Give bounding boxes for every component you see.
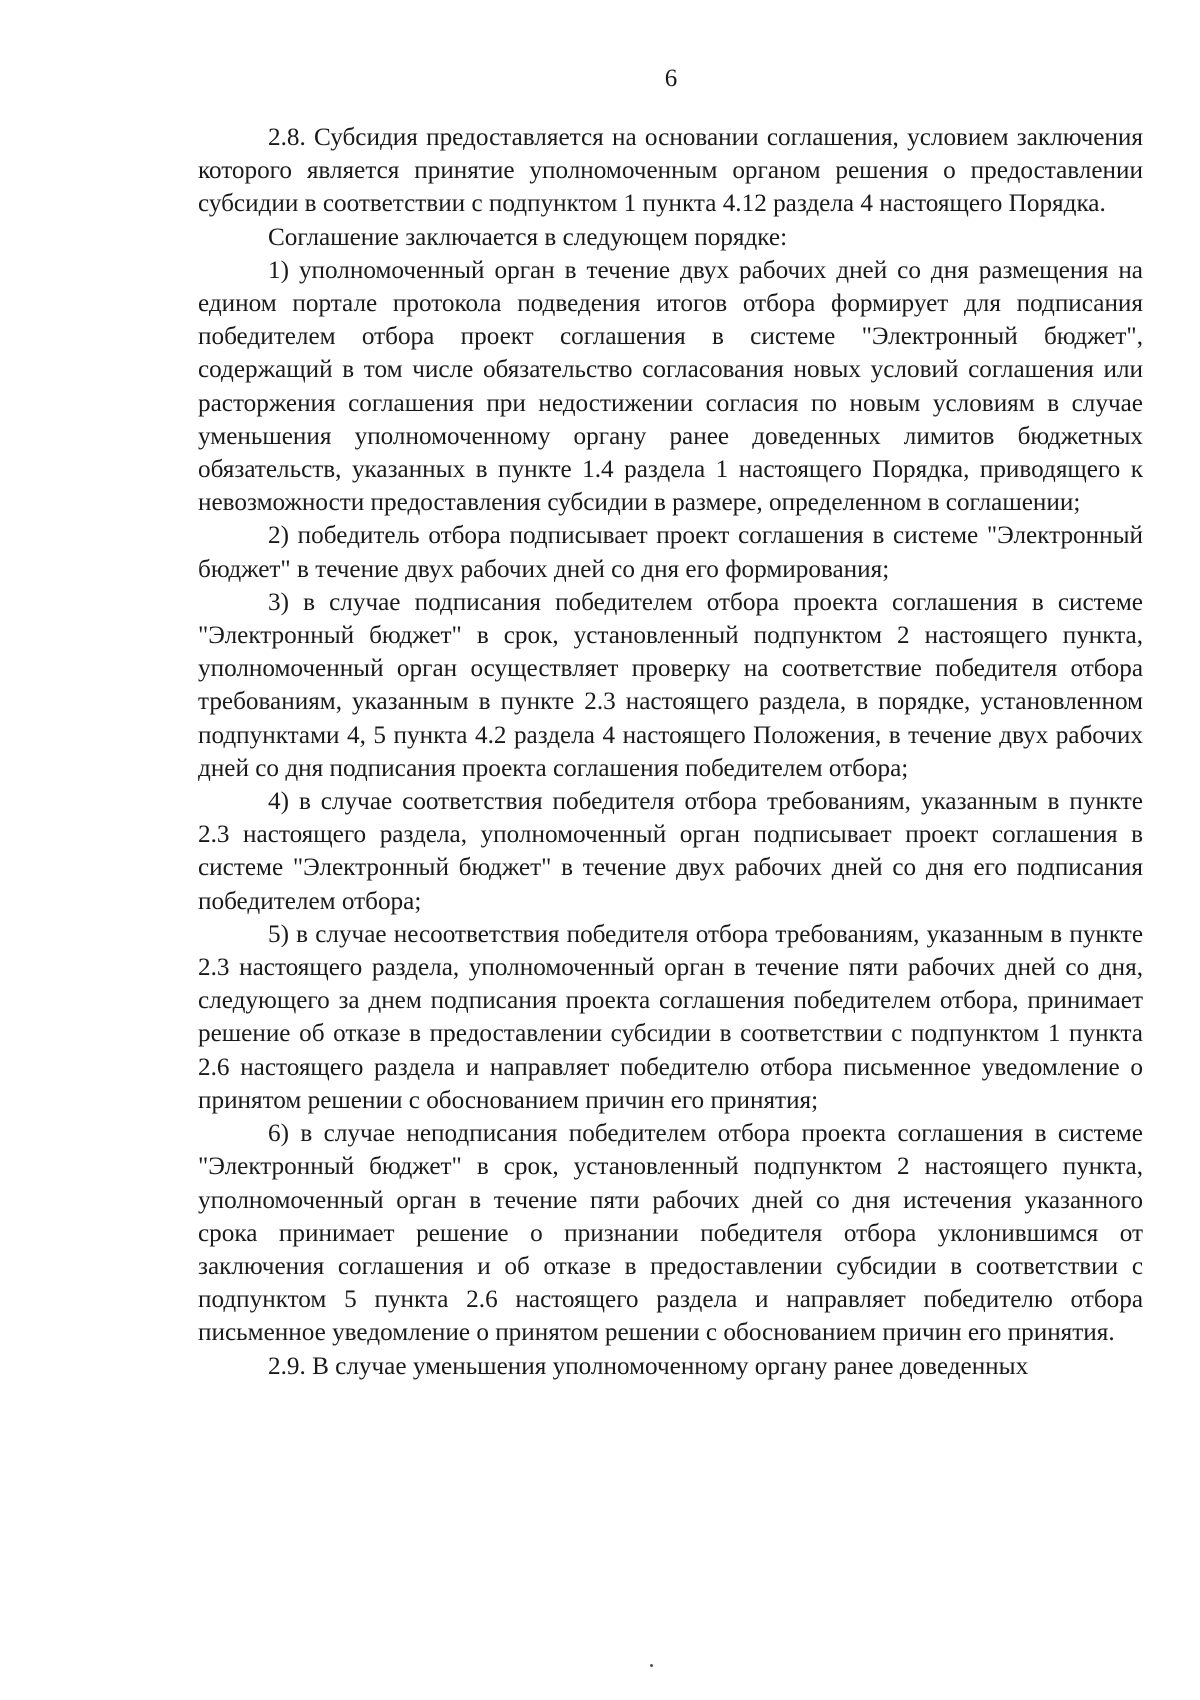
paragraph-agreement-order: Соглашение заключается в следующем порядке: [268,223,788,251]
paragraph-item-3: 3) в случае подписания победителем отбора проекта соглашения в системе "Электронный бюджет" в срок, установленный подпунктом 2 настоящего пункта, уполномоченный орган осуществляет проверку на соответствие победителя отбора требованиям, указанным в пункте 2.3 настоящего раздела, в порядке, установленном подпунктами 4, 5 пункта 4.2 раздела 4 настоящего Положения, в течение двух рабочих дней со дня подписания проекта соглашения победителем отбора; [198,588,1143,782]
paragraph-item-2: 2) победитель отбора подписывает проект соглашения в системе "Электронный бюджет" в течение двух рабочих дней со дня его формирования; [198,522,1143,583]
page-number: 6 [664,65,678,92]
paragraph-item-1: 1) уполномоченный орган в течение двух рабочих дней со дня размещения на едином портале протокола подведения итогов отбора формирует для подписания победителем отбора проект соглашения в системе "Электронный бюджет", содержащий в том числе обязательство согласования новых условий соглашения или расторжения соглашения при недостижении согласия по новым условиям в случае уменьшения уполномоченному органу ранее доведенных лимитов бюджетных обязательств, указанных в пункте 1.4 раздела 1 настоящего Порядка, приводящего к невозможности предоставления субсидии в размере, определенном в соглашении; [198,256,1143,517]
paragraph-item-5: 5) в случае несоответствия победителя отбора требованиям, указанным в пункте 2.3 настоящего раздела, уполномоченный орган в течение пяти рабочих дней со дня, следующего за днем подписания проекта соглашения победителем отбора, принимает решение об отказе в предоставлении субсидии в соответствии с подпунктом 1 пункта 2.6 настоящего раздела и направляет победителю отбора письменное уведомление о принятом решении с обоснованием причин его принятия; [198,920,1143,1114]
paragraph-2-8: 2.8. Субсидия предоставляется на основании соглашения, условием заключения которого является принятие уполномоченным органом решения о предоставлении субсидии в соответствии с подпунктом 1 пункта 4.12 раздела 4 настоящего Порядка. [198,124,1143,218]
paragraph-2-9: 2.9. В случае уменьшения уполномоченному органу ранее доведенных [268,1352,1029,1380]
scan-speck [650,1664,653,1667]
paragraph-item-4: 4) в случае соответствия победителя отбора требованиям, указанным в пункте 2.3 настоящего раздела, уполномоченный орган подписывает проект соглашения в системе "Электронный бюджет" в течение двух рабочих дней со дня его подписания победителем отбора; [198,788,1143,915]
document-body [198,121,1143,1383]
paragraph-item-6: 6) в случае неподписания победителем отбора проекта соглашения в системе "Электронный бюджет" в срок, установленный подпунктом 2 настоящего пункта, уполномоченный орган в течение пяти рабочих дней со дня истечения указанного срока принимает решение о признании победителя отбора уклонившимся от заключения соглашения и об отказе в предоставлении субсидии в соответствии с подпунктом 5 пункта 2.6 настоящего раздела и направляет победителю отбора письменное уведомление о принятом решении с обоснованием причин его принятия. [198,1120,1143,1347]
